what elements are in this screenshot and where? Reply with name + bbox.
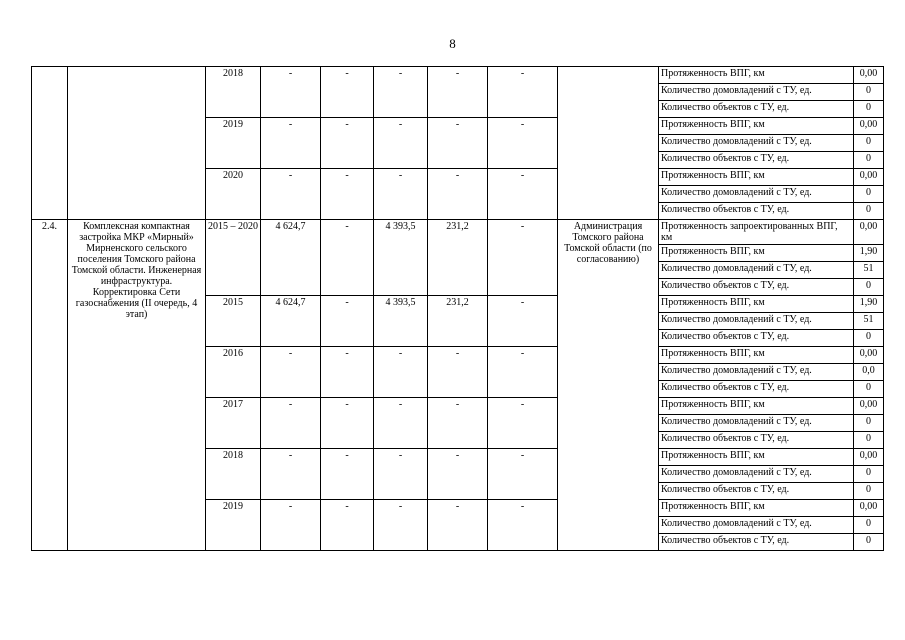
funding-local-cell: -: [428, 500, 488, 551]
indicator-label-cell: Количество объектов с ТУ, ед.: [659, 279, 854, 296]
indicator-label-cell: Протяженность ВПГ, км: [659, 500, 854, 517]
indicator-value-cell: 51: [854, 262, 884, 279]
executor-cell: Администрация Томского района Томской области (по согласованию): [558, 220, 659, 551]
indicator-value-cell: 0: [854, 381, 884, 398]
indicator-value-cell: 0: [854, 203, 884, 220]
funding-federal-cell: -: [321, 347, 374, 398]
funding-regional-cell: -: [374, 398, 428, 449]
year-cell: 2017: [206, 398, 261, 449]
funding-regional-cell: -: [374, 67, 428, 118]
funding-regional-cell: -: [374, 500, 428, 551]
funding-total-cell: -: [261, 169, 321, 220]
indicator-value-cell: 0: [854, 135, 884, 152]
indicator-label-cell: Количество домовладений с ТУ, ед.: [659, 415, 854, 432]
indicator-value-cell: 0,00: [854, 398, 884, 415]
indicator-label-cell: Количество домовладений с ТУ, ед.: [659, 364, 854, 381]
funding-other-cell: -: [488, 296, 558, 347]
funding-regional-cell: -: [374, 449, 428, 500]
indicator-label-cell: Количество объектов с ТУ, ед.: [659, 330, 854, 347]
funding-other-cell: -: [488, 449, 558, 500]
indicator-label-cell: Протяженность ВПГ, км: [659, 296, 854, 313]
item-name-cell: [68, 67, 206, 220]
indicator-label-cell: Протяженность ВПГ, км: [659, 449, 854, 466]
funding-local-cell: -: [428, 449, 488, 500]
indicator-label-cell: Количество домовладений с ТУ, ед.: [659, 313, 854, 330]
executor-cell: [558, 67, 659, 220]
indicator-value-cell: 0: [854, 186, 884, 203]
indicator-value-cell: 0: [854, 432, 884, 449]
funding-local-cell: -: [428, 67, 488, 118]
funding-federal-cell: -: [321, 118, 374, 169]
funding-total-cell: -: [261, 118, 321, 169]
indicator-label-cell: Количество объектов с ТУ, ед.: [659, 534, 854, 551]
year-cell: 2019: [206, 500, 261, 551]
funding-federal-cell: -: [321, 67, 374, 118]
year-cell: 2015 – 2020: [206, 220, 261, 296]
indicator-label-cell: Количество объектов с ТУ, ед.: [659, 101, 854, 118]
indicator-label-cell: Протяженность запроектированных ВПГ, км: [659, 220, 854, 245]
funding-total-cell: -: [261, 67, 321, 118]
funding-regional-cell: 4 393,5: [374, 220, 428, 296]
funding-other-cell: -: [488, 500, 558, 551]
funding-federal-cell: -: [321, 169, 374, 220]
funding-local-cell: 231,2: [428, 296, 488, 347]
indicator-label-cell: Количество объектов с ТУ, ед.: [659, 152, 854, 169]
indicator-label-cell: Количество домовладений с ТУ, ед.: [659, 186, 854, 203]
indicator-value-cell: 0: [854, 84, 884, 101]
indicator-value-cell: 0: [854, 483, 884, 500]
funding-regional-cell: -: [374, 347, 428, 398]
funding-federal-cell: -: [321, 449, 374, 500]
funding-regional-cell: -: [374, 118, 428, 169]
indicator-value-cell: 0,00: [854, 169, 884, 186]
funding-other-cell: -: [488, 398, 558, 449]
funding-local-cell: -: [428, 398, 488, 449]
indicator-value-cell: 0: [854, 534, 884, 551]
indicator-value-cell: 0: [854, 330, 884, 347]
year-cell: 2016: [206, 347, 261, 398]
indicator-value-cell: 0,0: [854, 364, 884, 381]
year-cell: 2015: [206, 296, 261, 347]
indicator-label-cell: Протяженность ВПГ, км: [659, 347, 854, 364]
item-number-cell: 2.4.: [32, 220, 68, 551]
indicator-value-cell: 0: [854, 415, 884, 432]
funding-other-cell: -: [488, 220, 558, 296]
indicator-label-cell: Количество домовладений с ТУ, ед.: [659, 135, 854, 152]
indicator-value-cell: 0: [854, 466, 884, 483]
table-row: [32, 220, 884, 245]
indicator-label-cell: Протяженность ВПГ, км: [659, 398, 854, 415]
program-table: [31, 66, 884, 551]
funding-federal-cell: -: [321, 296, 374, 347]
indicator-value-cell: 0,00: [854, 118, 884, 135]
indicator-label-cell: Протяженность ВПГ, км: [659, 169, 854, 186]
funding-regional-cell: 4 393,5: [374, 296, 428, 347]
funding-total-cell: -: [261, 500, 321, 551]
indicator-value-cell: 51: [854, 313, 884, 330]
indicator-label-cell: Количество объектов с ТУ, ед.: [659, 381, 854, 398]
funding-other-cell: -: [488, 347, 558, 398]
indicator-label-cell: Количество домовладений с ТУ, ед.: [659, 466, 854, 483]
indicator-label-cell: Протяженность ВПГ, км: [659, 118, 854, 135]
funding-total-cell: -: [261, 347, 321, 398]
indicator-label-cell: Протяженность ВПГ, км: [659, 245, 854, 262]
funding-total-cell: -: [261, 449, 321, 500]
indicator-value-cell: 0,00: [854, 449, 884, 466]
indicator-value-cell: 0: [854, 101, 884, 118]
funding-federal-cell: -: [321, 500, 374, 551]
indicator-value-cell: 1,90: [854, 245, 884, 262]
indicator-label-cell: Протяженность ВПГ, км: [659, 67, 854, 84]
funding-local-cell: -: [428, 347, 488, 398]
funding-federal-cell: -: [321, 220, 374, 296]
indicator-value-cell: 0: [854, 517, 884, 534]
indicator-label-cell: Количество объектов с ТУ, ед.: [659, 483, 854, 500]
indicator-value-cell: 0,00: [854, 500, 884, 517]
indicator-value-cell: 0,00: [854, 220, 884, 245]
indicator-value-cell: 0: [854, 279, 884, 296]
item-name-cell: Комплексная компактная застройка МКР «Мирный» Мирненского сельского поселения Томского района Томской области. Инженерная инфраструктура. Корректировка Сети газоснабжения (II очередь, 4 этап): [68, 220, 206, 551]
indicator-label-cell: Количество объектов с ТУ, ед.: [659, 203, 854, 220]
indicator-label-cell: Количество объектов с ТУ, ед.: [659, 432, 854, 449]
indicator-value-cell: 1,90: [854, 296, 884, 313]
funding-local-cell: 231,2: [428, 220, 488, 296]
item-number-cell: [32, 67, 68, 220]
year-cell: 2019: [206, 118, 261, 169]
indicator-label-cell: Количество домовладений с ТУ, ед.: [659, 84, 854, 101]
indicator-label-cell: Количество домовладений с ТУ, ед.: [659, 517, 854, 534]
page-number: 8: [449, 36, 456, 51]
funding-total-cell: -: [261, 398, 321, 449]
funding-regional-cell: -: [374, 169, 428, 220]
funding-other-cell: -: [488, 118, 558, 169]
funding-total-cell: 4 624,7: [261, 296, 321, 347]
funding-local-cell: -: [428, 169, 488, 220]
funding-total-cell: 4 624,7: [261, 220, 321, 296]
year-cell: 2018: [206, 67, 261, 118]
year-cell: 2018: [206, 449, 261, 500]
indicator-value-cell: 0,00: [854, 347, 884, 364]
table-row: [32, 67, 884, 84]
indicator-value-cell: 0: [854, 152, 884, 169]
indicator-value-cell: 0,00: [854, 67, 884, 84]
funding-local-cell: -: [428, 118, 488, 169]
indicator-label-cell: Количество домовладений с ТУ, ед.: [659, 262, 854, 279]
year-cell: 2020: [206, 169, 261, 220]
funding-federal-cell: -: [321, 398, 374, 449]
funding-other-cell: -: [488, 67, 558, 118]
funding-other-cell: -: [488, 169, 558, 220]
